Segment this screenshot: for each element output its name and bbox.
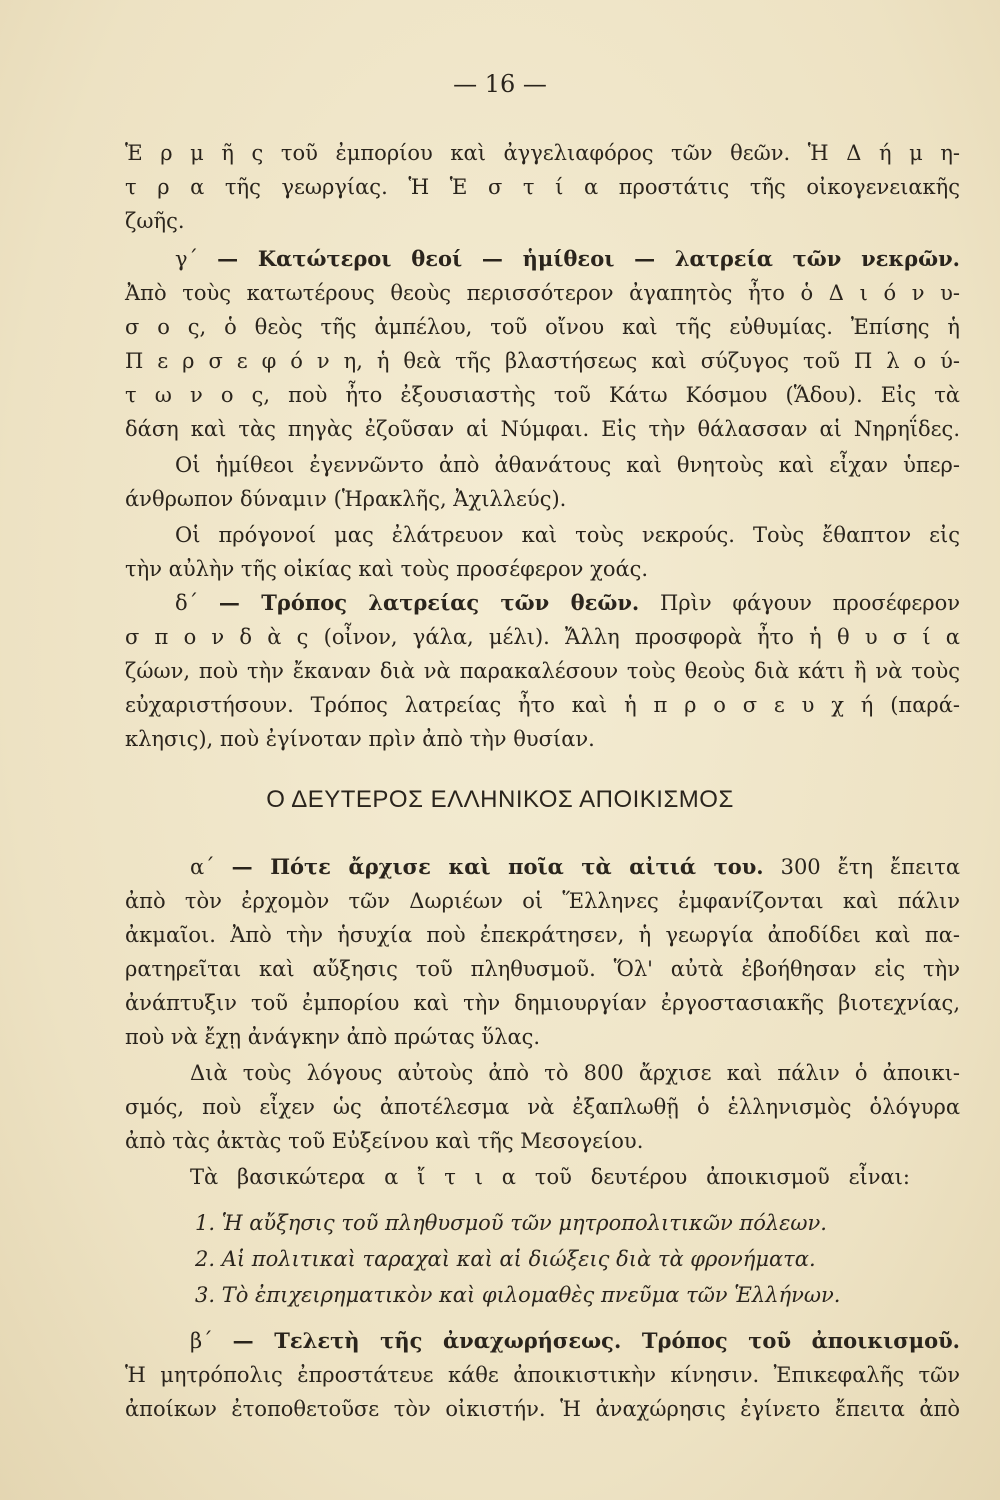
section-heading: — Τρόπος λατρείας τῶν θεῶν. (218, 590, 640, 615)
text-line: εὐχαριστήσουν. Τρόπος λατρείας ἦτο καὶ ἡ π ρ ο σ ε υ χ ή (παρά- (125, 693, 960, 717)
section-label: δ΄ (175, 591, 199, 615)
text-line: σμός, ποὺ εἶχεν ὡς ἀποτέλεσμα νὰ ἐξαπλωθῇ ὁ ἑλληνισμὸς ὁλόγυρα (125, 1095, 960, 1119)
text-line: τὴν αὐλὴν τῆς οἰκίας καὶ τοὺς προσέφερον χοάς. (125, 557, 649, 581)
text-line: ζωῆς. (125, 209, 185, 233)
text-line: άνθρωπον δύναμιν (Ἡρακλῆς, Ἀχιλλεύς). (125, 487, 567, 511)
text-line: ἀνάπτυξιν τοῦ ἐμπορίου καὶ τὴν δημιουργίαν ἐργοστασιακῆς βιοτεχνίας, (125, 991, 960, 1015)
section-heading: — Τελετὴ τῆς ἀναχωρήσεως. Τρόπος τοῦ ἀποικισμοῦ. (232, 1328, 960, 1353)
section-label: α΄ (190, 855, 215, 879)
text-line: Ἑ ρ μ ῆ ς τοῦ ἐμπορίου καὶ ἀγγελιαφόρος τῶν θεῶν. Ἡ Δ ή μ η- (125, 141, 960, 165)
page-number: — 16 — (453, 70, 547, 98)
section-gamma-heading (175, 244, 960, 274)
text-line: σ ο ς, ὁ θεὸς τῆς ἀμπέλου, τοῦ οἴνου καὶ τῆς εὐθυμίας. Ἐπίσης ἡ (125, 315, 960, 339)
section-beta-heading (190, 1326, 960, 1356)
section-label: γ΄ (175, 247, 199, 271)
text-line: σ π ο ν δ ὰ ς (οἶνον, γάλα, μέλι). Ἄλλη προσφορὰ ἦτο ἡ θ υ σ ί α (125, 625, 960, 649)
list-item: 3. Τὸ ἐπιχειρηματικὸν καὶ φιλομαθὲς πνεῦμα τῶν Ἑλλήνων. (195, 1283, 841, 1307)
text-line: ζώων, ποὺ τὴν ἔκαναν διὰ νὰ παρακαλέσουν τοὺς θεοὺς διὰ κάτι ἢ νὰ τοὺς (125, 659, 960, 683)
text-line: Ἡ μητρόπολις ἐπροστάτευε κάθε ἀποικιστικὴν κίνησιν. Ἐπικεφαλῆς τῶν (125, 1363, 960, 1387)
section-delta-heading (175, 588, 960, 618)
text-line: Ἀπὸ τοὺς κατωτέρους θεοὺς περισσότερον ἀγαπητὸς ἦτο ὁ Δ ι ό ν υ- (125, 281, 960, 305)
section-label: β΄ (190, 1329, 213, 1353)
list-item: 2. Αἱ πολιτικαὶ ταραχαὶ καὶ αἱ διώξεις διὰ τὰ φρονήματα. (195, 1247, 816, 1271)
text-line: κλησις), ποὺ ἐγίνοταν πρὶν ἀπὸ τὴν θυσίαν. (125, 727, 595, 751)
section-alpha-heading (190, 852, 960, 882)
text-line: ἀποίκων ἐτοποθετοῦσε τὸν οἰκιστήν. Ἡ ἀναχώρησις ἐγίνετο ἔπειτα ἀπὸ (125, 1397, 960, 1421)
text-line: ἀπὸ τὸν ἐρχομὸν τῶν Δωριέων οἱ Ἕλληνες ἐμφανίζονται καὶ πάλιν (125, 889, 960, 913)
text-line: ρατηρεῖται καὶ αὔξησις τοῦ πληθυσμοῦ. Ὅλ' αὐτὰ ἐβοήθησαν εἰς τὴν (125, 957, 960, 981)
section-heading: — Κατώτεροι θεοί — ἡμίθεοι — λατρεία τῶν νεκρῶν. (217, 246, 960, 271)
text-line: δάση καὶ τὰς πηγὰς ἐζοῦσαν αἱ Νύμφαι. Εἰς τὴν θάλασσαν αἱ Νηρηΐδες. (125, 417, 960, 441)
section-heading: — Πότε ἄρχισε καὶ ποῖα τὰ αἰτιά του. (231, 854, 764, 879)
text-line: ἀκμαῖοι. Ἀπὸ τὴν ἡσυχία ποὺ ἐπεκράτησεν, ἡ γεωργία ἀποδίδει καὶ πα- (125, 923, 960, 947)
text-line: ποὺ νὰ ἔχῃ ἀνάγκην ἀπὸ πρώτας ὕλας. (125, 1025, 541, 1049)
text-line: Οἱ ἡμίθεοι ἐγεννῶντο ἀπὸ ἀθανάτους καὶ θνητοὺς καὶ εἶχαν ὑπερ- (175, 453, 960, 477)
list-item: 1. Ἡ αὔξησις τοῦ πληθυσμοῦ τῶν μητροπολιτικῶν πόλεων. (195, 1211, 827, 1235)
text-line: Π ε ρ σ ε φ ό ν η, ἡ θεὰ τῆς βλαστήσεως καὶ σύζυγος τοῦ Π λ ο ύ- (125, 349, 960, 373)
text-fragment: Πρὶν φάγουν προσέφερον (659, 591, 960, 615)
text-line: τ ω ν ο ς, ποὺ ἦτο ἐξουσιαστὴς τοῦ Κάτω Κόσμου (Ἅδου). Εἰς τὰ (125, 383, 960, 407)
text-fragment: 300 ἔτη ἔπειτα (780, 855, 960, 879)
text-line: Τὰ βασικώτερα α ἴ τ ι α τοῦ δευτέρου ἀποικισμοῦ εἶναι: (190, 1165, 910, 1189)
text-line: ἀπὸ τὰς ἀκτὰς τοῦ Εὐξείνου καὶ τῆς Μεσογείου. (125, 1129, 644, 1153)
text-line: Οἱ πρόγονοί μας ἐλάτρευον καὶ τοὺς νεκρούς. Τοὺς ἔθαπτον εἰς (175, 523, 960, 547)
chapter-title: Ο ΔΕΥΤΕΡΟΣ ΕΛΛΗΝΙΚΟΣ ΑΠΟΙΚΙΣΜΟΣ (266, 786, 734, 813)
text-line: τ ρ α τῆς γεωργίας. Ἡ Ἑ σ τ ί α προστάτις τῆς οἰκογενειακῆς (125, 175, 960, 199)
text-line: Διὰ τοὺς λόγους αὐτοὺς ἀπὸ τὸ 800 ἄρχισε καὶ πάλιν ὁ ἀποικι- (190, 1061, 960, 1085)
